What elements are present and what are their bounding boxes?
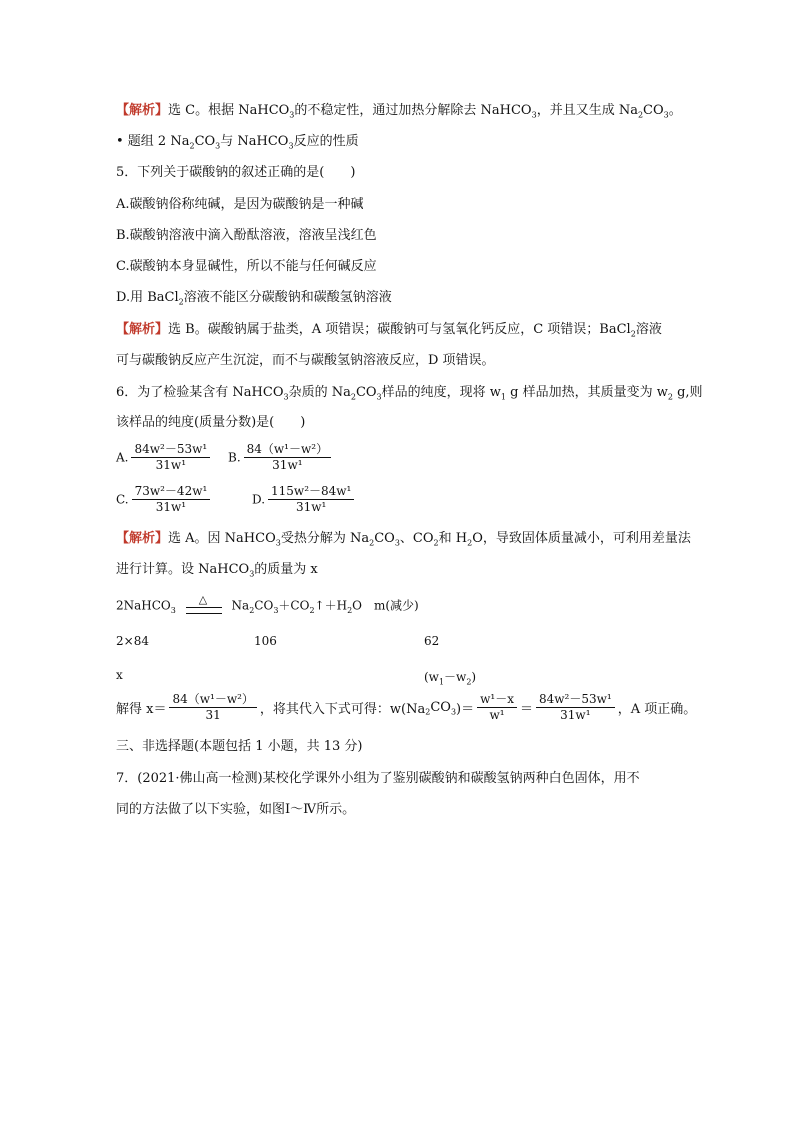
question-6-option-c: C. $\frac{\text{73w²－42w¹}}{\text{31w¹}}$ [116, 484, 213, 515]
question-5-explanation-cont: 可与碳酸钠反应产生沉淀，而不与碳酸氢钠溶液反应，D 项错误。 [116, 353, 495, 368]
solution-line: 解得 x＝ $\frac{\text{84（w¹－w²）}}{31}$ ，将其代入下式可得：$w(Na_2CO_3)=$ $\frac{\text{w¹－x}}{\text{w¹}}$ ＝ $\frac{\text{84w²－53w¹}}{\text{31w¹}}$ ，A 项正确。 [116, 692, 697, 722]
question-5-option-c: C.碳酸钠本身显碱性，所以不能与任何碱反应 [116, 259, 377, 274]
section-3-heading: 三、非选择题(本题包括 1 小题，共 13 分) [116, 739, 363, 754]
question-7-stem: 7．(2021·佛山高一检测)某校化学课外小组为了鉴别碳酸钠和碳酸氢钠两种白色固体，用不 [116, 771, 640, 786]
question-7-stem-cont: 同的方法做了以下实验，如图Ⅰ～Ⅳ所示。 [116, 802, 356, 817]
unknown-x: x [116, 668, 123, 682]
ratio-nahco3: 2×84 [116, 634, 149, 648]
ratio-mass-loss: 62 [424, 634, 440, 648]
question-6-stem: 6．为了检验某含有 NaHCO$_3$杂质的 $Na_2CO_3$样品的纯度，现将 $w_1$ g 样品加热，其质量变为 $w_2$ g,则 [116, 385, 703, 402]
ratio-na2co3: 106 [254, 634, 277, 648]
question-5-explanation: 【解析】选 B。碳酸钠属于盐类，A 项错误；碳酸钠可与氢氧化钙反应，C 项错误；BaCl$_2$溶液 [116, 322, 662, 339]
question-5-stem: 5．下列关于碳酸钠的叙述正确的是( ) [116, 165, 356, 180]
question-5-option-b: B.碳酸钠溶液中滴入酚酞溶液，溶液呈浅红色 [116, 228, 377, 243]
group-heading: • 题组 2 $Na_2CO_3$与 NaHCO$_3$反应的性质 [116, 134, 359, 151]
heating-equal-sign: △ [186, 596, 222, 616]
question-6-explanation-cont: 进行计算。设 NaHCO$_3$的质量为 x [116, 562, 318, 579]
explanation-tag: 【解析】 [116, 103, 169, 118]
explanation-paragraph: 【解析】选 C。根据 NaHCO$_3$的不稳定性，通过加热分解除去 NaHCO$_3$，并且又生成 $Na_2CO_3$。 [116, 103, 682, 120]
question-6-explanation: 【解析】选 A。因 NaHCO$_3$受热分解为 $Na_2CO_3$、$CO_2$和 $H_2O$，导致固体质量减小，可利用差量法 [116, 531, 691, 548]
question-6-stem-cont: 该样品的纯度(质量分数)是( ) [116, 415, 306, 430]
question-5-option-a: A.碳酸钠俗称纯碱，是因为碳酸钠是一种碱 [116, 197, 364, 212]
reaction-equation: 2NaHCO$_3$ △ $Na_2CO_3+CO_2↑+H_2O$ m(减少) [116, 593, 419, 615]
unknown-mass-diff: $(w_1-w_2)$ [424, 670, 477, 687]
question-6-option-a: A. $\frac{\text{84w²－53w¹}}{\text{31w¹}}$ [116, 442, 213, 473]
question-5-option-d: D.用 BaCl$_2$溶液不能区分碳酸钠和碳酸氢钠溶液 [116, 290, 392, 307]
question-6-option-d: D. $\frac{\text{115w²－84w¹}}{\text{31w¹}}$ [252, 484, 357, 515]
question-6-option-b: B. $\frac{\text{84（w¹－w²）}}{\text{31w¹}}$ [228, 442, 334, 473]
